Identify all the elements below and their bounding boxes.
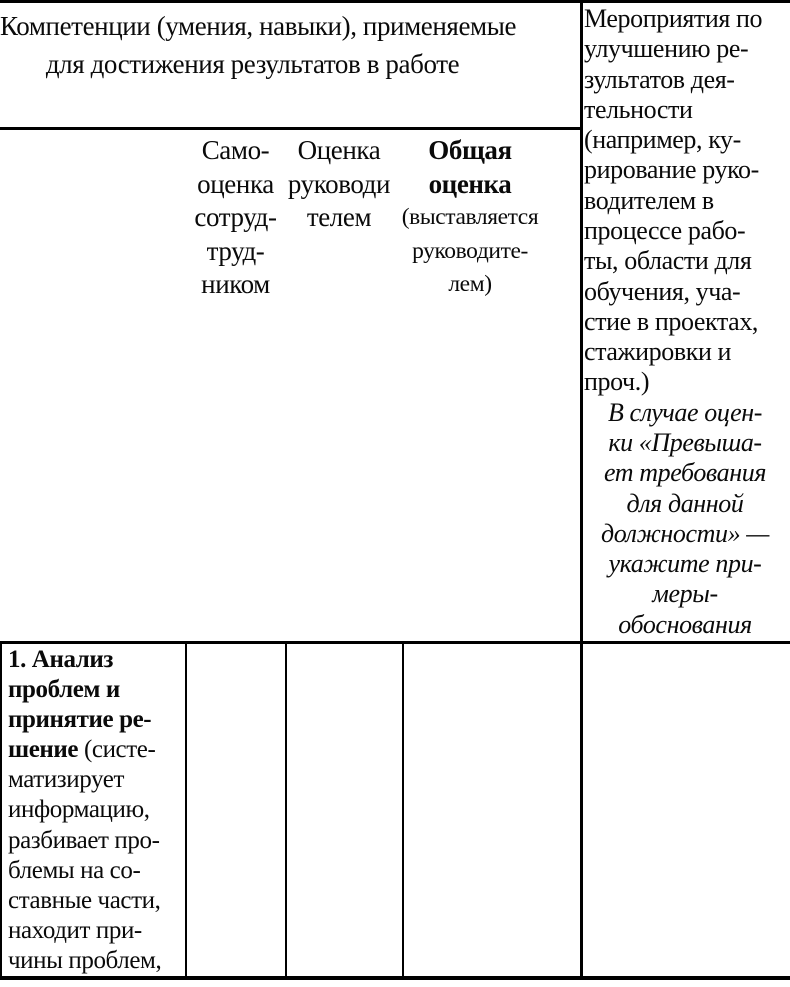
text-line: должности» — [600,518,770,548]
text-line: зультатов дея- [584,64,735,94]
text-line: руководите- [412,237,528,264]
text-line: руководи [287,168,391,199]
measures-column-border [580,0,583,980]
text-line: лем) [448,271,492,297]
text-line: рирование руко- [584,155,759,185]
text-line: В случае оцен- [607,397,763,427]
text-line: разбивает про- [8,826,160,854]
table-bottom-border [0,976,790,980]
text-line: ником [201,269,270,299]
text-line: оценка [197,168,274,199]
header-divider-line [0,127,582,130]
text-line: укажите при- [608,549,762,579]
text-line: тельности [584,94,693,124]
text-line: телем [306,202,372,232]
text-line: оценка [428,168,512,199]
text-line: информацию, [8,796,150,824]
text-line: блемы на со- [8,856,141,884]
competency-description-lines [8,765,184,976]
text-line: ет требования [603,458,767,488]
overall-assessment-title [392,134,548,201]
column-header-measures [584,4,786,640]
cell-overall-assessment [404,644,578,976]
text-line: Само- [201,135,270,165]
column-header-manager-assessment [283,134,395,235]
text-line: сотруд- [194,202,277,232]
text-line: Мероприятия по [584,4,763,33]
text-line: ты, области для [584,246,752,276]
text-line: труд- [206,235,265,266]
text-line: проч.) [584,367,650,397]
text-line: процессе рабо- [584,215,746,245]
competency-split-line [8,735,184,765]
measures-italic-note [584,398,786,640]
text-line: находит при- [8,916,142,944]
text-line: ставные части, [8,886,161,914]
table-top-border [0,0,790,3]
text-line: улучшению ре- [584,34,749,64]
cell-measures [585,644,790,976]
competency-title-end: шение [8,736,79,764]
text-line: для достижения результатов в работе [45,49,460,79]
column-header-self-assessment [183,134,288,302]
text-line: меры- [652,579,718,609]
row-left-border [0,643,2,976]
text-line: Компетенции (умения, навыки), применяемые [0,11,517,41]
text-line: (выставляется [401,204,539,230]
cell-self-assessment [187,644,283,976]
text-line: водителем в [584,185,714,215]
text-line: 1. Анализ [8,646,114,673]
competency-cell-1 [8,645,184,976]
competency-title-lines [8,645,184,735]
cell-manager-assessment [287,644,400,976]
overall-assessment-note [392,201,548,302]
competency-description-start: (систе- [78,736,156,764]
text-line: обоснования [618,609,752,639]
text-line: стажировки и [584,337,732,367]
measures-description [584,4,786,398]
column-header-overall-assessment [392,134,548,302]
text-line: Общая [428,135,512,165]
text-line: ки «Превыша- [608,427,762,457]
text-line: матизирует [8,766,125,794]
text-line: чины проблем, [8,946,162,974]
text-line: (например, ку- [584,125,741,155]
text-line: принятие ре- [8,706,152,734]
text-line: проблем и [8,676,120,704]
competencies-header [0,7,517,83]
text-line: обучения, уча- [584,276,741,306]
text-line: Оценка [297,135,381,165]
text-line: для данной [626,488,744,518]
text-line: стие в проектах, [584,306,759,336]
